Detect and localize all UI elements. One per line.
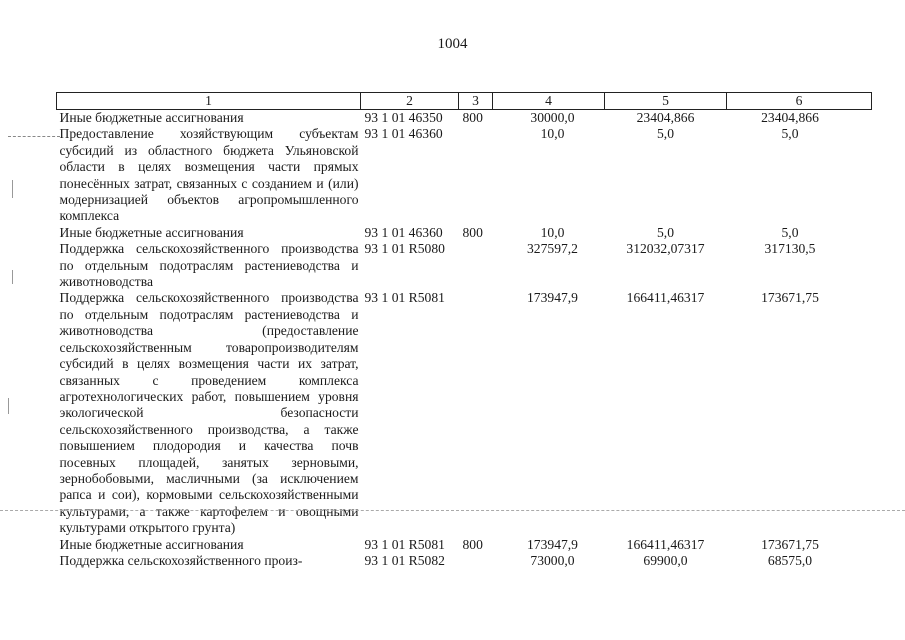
row-name: Поддержка сельскохозяйственного производства по отдельным подотраслям растениеводства и животноводства	[59, 241, 359, 290]
table-header-row	[57, 93, 872, 110]
row-value-5: 166411,46317	[626, 290, 705, 306]
scan-artifact-mark	[12, 180, 13, 198]
row-value-4: 327597,2	[527, 241, 578, 257]
budget-table	[56, 92, 872, 569]
row-vr	[459, 126, 493, 224]
row-code: 93 1 01 R5080	[364, 241, 445, 257]
row-value-4: 173947,9	[527, 290, 578, 306]
row-value-4: 10,0	[540, 126, 565, 142]
row-code: 93 1 01 46360	[364, 224, 443, 240]
scan-artifact-mark	[12, 270, 13, 284]
row-vr: 800	[462, 536, 483, 552]
row-vr: 800	[462, 224, 483, 240]
page-number: 1004	[437, 36, 468, 52]
row-name: Иные бюджетные ассигнования	[59, 536, 244, 552]
row-value-5: 5,0	[657, 224, 674, 240]
header-col-4: 4	[493, 93, 605, 110]
row-value-6: 68575,0	[767, 552, 813, 568]
row-name: Иные бюджетные ассигнования	[59, 110, 244, 125]
row-value-4: 73000,0	[530, 552, 575, 568]
row-name: Предоставление хозяйствующим субъектам субсидий из областного бюджета Ульяновской области в целях возмещения части прямых понесённых затрат, связанных с созданием и (или) модернизацией объектов агропромышленного комплекса	[59, 126, 359, 224]
row-value-5: 5,0	[657, 126, 674, 142]
header-col-3: 3	[459, 93, 493, 110]
row-value-5: 23404,866	[636, 110, 695, 125]
row-code: 93 1 01 R5081	[364, 290, 445, 306]
row-value-6: 317130,5	[764, 241, 816, 257]
row-value-5: 69900,0	[643, 552, 688, 568]
row-value-4: 30000,0	[530, 110, 575, 125]
row-value-6: 173671,75	[761, 290, 819, 306]
row-name: Иные бюджетные ассигнования	[59, 224, 244, 240]
table-row	[57, 553, 872, 569]
row-name: Поддержка сельскохозяйственного произ-	[59, 552, 303, 568]
header-col-5: 5	[605, 93, 727, 110]
row-code: 93 1 01 46350	[364, 110, 443, 125]
row-vr	[459, 241, 493, 290]
scan-artifact-line	[8, 136, 60, 137]
header-col-1: 1	[57, 93, 361, 110]
table-row	[57, 290, 872, 536]
scan-artifact-line	[0, 510, 905, 511]
table-row	[57, 241, 872, 290]
table-row	[57, 537, 872, 553]
row-code: 93 1 01 R5082	[364, 552, 445, 568]
row-value-6: 173671,75	[761, 536, 819, 552]
table-row	[57, 126, 872, 224]
row-code: 93 1 01 R5081	[364, 536, 445, 552]
table-row	[57, 225, 872, 241]
scan-artifact-mark	[8, 398, 9, 414]
header-col-2: 2	[361, 93, 459, 110]
row-name: Поддержка сельскохозяйственного производства по отдельным подотраслям растениеводства и животноводства (предоставление сельскохозяйственным товаропроизводителям субсидий в целях возмещения части их затрат, связанных с проведением комплекса агротехнологических работ, повышением уровня экологической безопасности сельскохозяйственного производства, а также повышением плодородия и качества почв посевных площадей, занятых зерновыми, зернобобовыми, масличными (за исключением рапса и сои), кормовыми сельскохозяйственными культурами, а также картофелем и овощными культурами открытого грунта)	[59, 290, 359, 536]
row-value-5: 312032,07317	[626, 241, 705, 257]
row-vr: 800	[462, 110, 483, 125]
row-vr	[459, 553, 493, 569]
table-row	[57, 110, 872, 127]
header-col-6: 6	[727, 93, 872, 110]
row-value-6: 5,0	[781, 224, 799, 240]
row-code: 93 1 01 46360	[364, 126, 443, 142]
row-value-5: 166411,46317	[626, 536, 705, 552]
row-value-6: 23404,866	[761, 110, 819, 125]
row-vr	[459, 290, 493, 536]
row-value-4: 173947,9	[527, 536, 578, 552]
row-value-4: 10,0	[540, 224, 565, 240]
row-value-6: 5,0	[781, 126, 799, 142]
